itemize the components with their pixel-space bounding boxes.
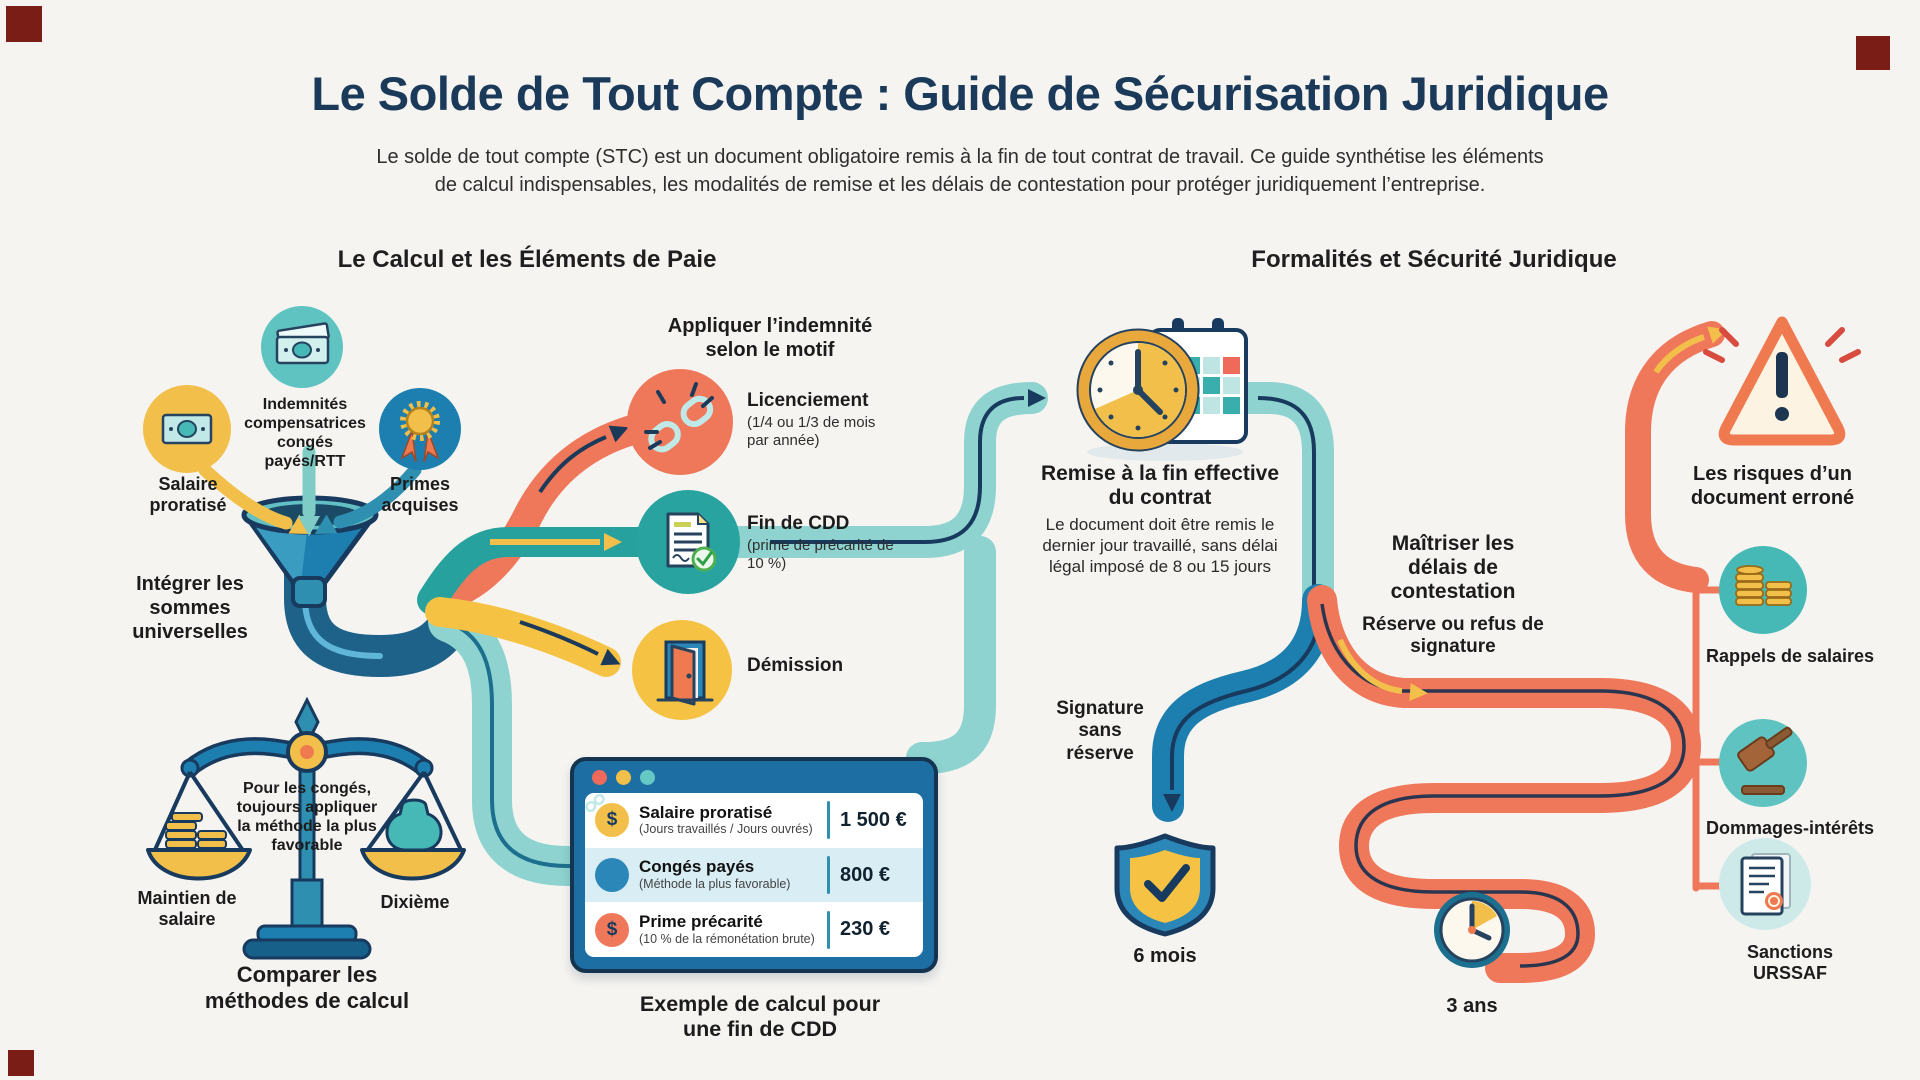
corner-mark-top-left — [6, 6, 42, 42]
example-window — [570, 757, 938, 973]
row-divider — [827, 856, 830, 894]
row-value: 800 € — [840, 863, 891, 886]
label-sanctions-urssaf: Sanctions URSSAF — [1746, 942, 1834, 984]
row-label: Salaire proratisé — [639, 802, 773, 822]
page-title: Le Solde de Tout Compte : Guide de Sécurisation Juridique — [311, 67, 1609, 120]
remise-title: Remise à la fin effective du contrat — [1040, 462, 1280, 510]
table-row — [585, 793, 923, 848]
label-fin-cdd: Fin de CDD — [747, 513, 850, 534]
corner-mark-top-right — [1856, 36, 1890, 70]
link-icon — [595, 858, 629, 892]
row-sub: (Jours travaillés / Jours ouvrés) — [639, 822, 813, 837]
section-title-formalites: Formalités et Sécurité Juridique — [1251, 246, 1617, 273]
table-row — [585, 848, 923, 903]
corner-mark-bottom-left — [8, 1050, 34, 1076]
row-label: Congés payés — [639, 857, 755, 877]
dollar-icon: $ — [595, 803, 629, 837]
example-table — [585, 793, 923, 957]
pipe-remise-down — [922, 552, 980, 758]
subtitle-line2: de calcul indispensables, les modalités de remise et les délais de contestation pour protéger juridiquement l’entreprise. — [434, 174, 1486, 196]
row-value: 1 500 € — [840, 808, 907, 831]
salaire-icon — [143, 385, 231, 473]
sub-licenciement: (1/4 ou 1/3 de mois par année) — [747, 414, 876, 449]
label-demission: Démission — [747, 655, 844, 676]
label-primes: Primes acquises — [381, 474, 459, 516]
label-3-ans: 3 ans — [1446, 995, 1498, 1017]
primes-icon — [379, 388, 461, 470]
row-sub: (10 % de la rémonétation brute) — [639, 931, 815, 946]
label-licenciement: Licenciement — [747, 390, 869, 411]
label-dixieme: Dixième — [380, 892, 450, 912]
contestation-sub: Réserve ou refus de signature — [1362, 614, 1544, 658]
row-sub: (Méthode la plus favorable) — [639, 877, 791, 892]
dollar-icon: $ — [595, 913, 629, 947]
label-salaire-proratise: Salaire proratisé — [149, 474, 227, 516]
window-controls — [592, 770, 655, 785]
label-rappels-salaires: Rappels de salaires — [1705, 646, 1875, 666]
remise-body: Le document doit être remis le dernier jour travaillé, sans délai légal imposé de 8 ou 15 jours — [1042, 515, 1278, 577]
window-dot-teal — [640, 770, 655, 785]
label-appliquer-indemnite: Appliquer l’indemnité selon le motif — [667, 315, 873, 361]
shield-check-icon — [1117, 836, 1213, 934]
remise-calendar-clock-icon — [1078, 318, 1246, 461]
window-dot-yellow — [616, 770, 631, 785]
label-indemnites: Indemnités compensatrices congés payés/RTT — [244, 396, 366, 470]
label-integrer-sommes: Intégrer les sommes universelles — [132, 573, 248, 643]
row-label: Prime précarité — [639, 911, 763, 931]
label-6-mois: 6 mois — [1133, 945, 1197, 967]
dommages-gavel-icon — [1719, 719, 1807, 807]
delay-clock-icon — [1434, 892, 1510, 968]
row-divider — [827, 911, 830, 949]
risks-title: Les risques d’un document erroné — [1690, 463, 1855, 509]
licenciement-icon — [627, 369, 733, 475]
row-divider — [827, 801, 830, 839]
table-row — [585, 902, 923, 957]
window-dot-red — [592, 770, 607, 785]
contestation-title: Maîtriser les délais de contestation — [1390, 532, 1516, 604]
label-signature-sans-reserve: Signature sans réserve — [1056, 698, 1144, 764]
balance-note: Pour les congés, toujours appliquer la méthode la plus favorable — [236, 780, 378, 854]
subtitle-line1: Le solde de tout compte (STC) est un document obligatoire remis à la fin de tout contrat de travail. Ce guide synthétise les éléments — [376, 146, 1544, 168]
warning-triangle-icon — [1706, 322, 1858, 440]
section-title-calcul: Le Calcul et les Éléments de Paie — [337, 246, 717, 273]
sub-fin-cdd: (prime de précarité de 10 %) — [747, 537, 894, 572]
label-dommages-interets: Dommages-intérêts — [1705, 818, 1875, 838]
row-value: 230 € — [840, 918, 891, 941]
pipe-risques — [1638, 334, 1712, 580]
demission-icon — [632, 620, 732, 720]
label-comparer-methodes: Comparer les méthodes de calcul — [204, 962, 410, 1014]
example-caption: Exemple de calcul pour une fin de CDD — [639, 992, 881, 1041]
indemnites-icon — [261, 306, 343, 388]
sanctions-doc-icon — [1719, 838, 1811, 930]
pipe-signature — [1168, 600, 1318, 806]
label-maintien-salaire: Maintien de salaire — [137, 888, 237, 930]
rappels-coins-icon — [1719, 546, 1807, 634]
fin-cdd-icon — [636, 490, 740, 594]
